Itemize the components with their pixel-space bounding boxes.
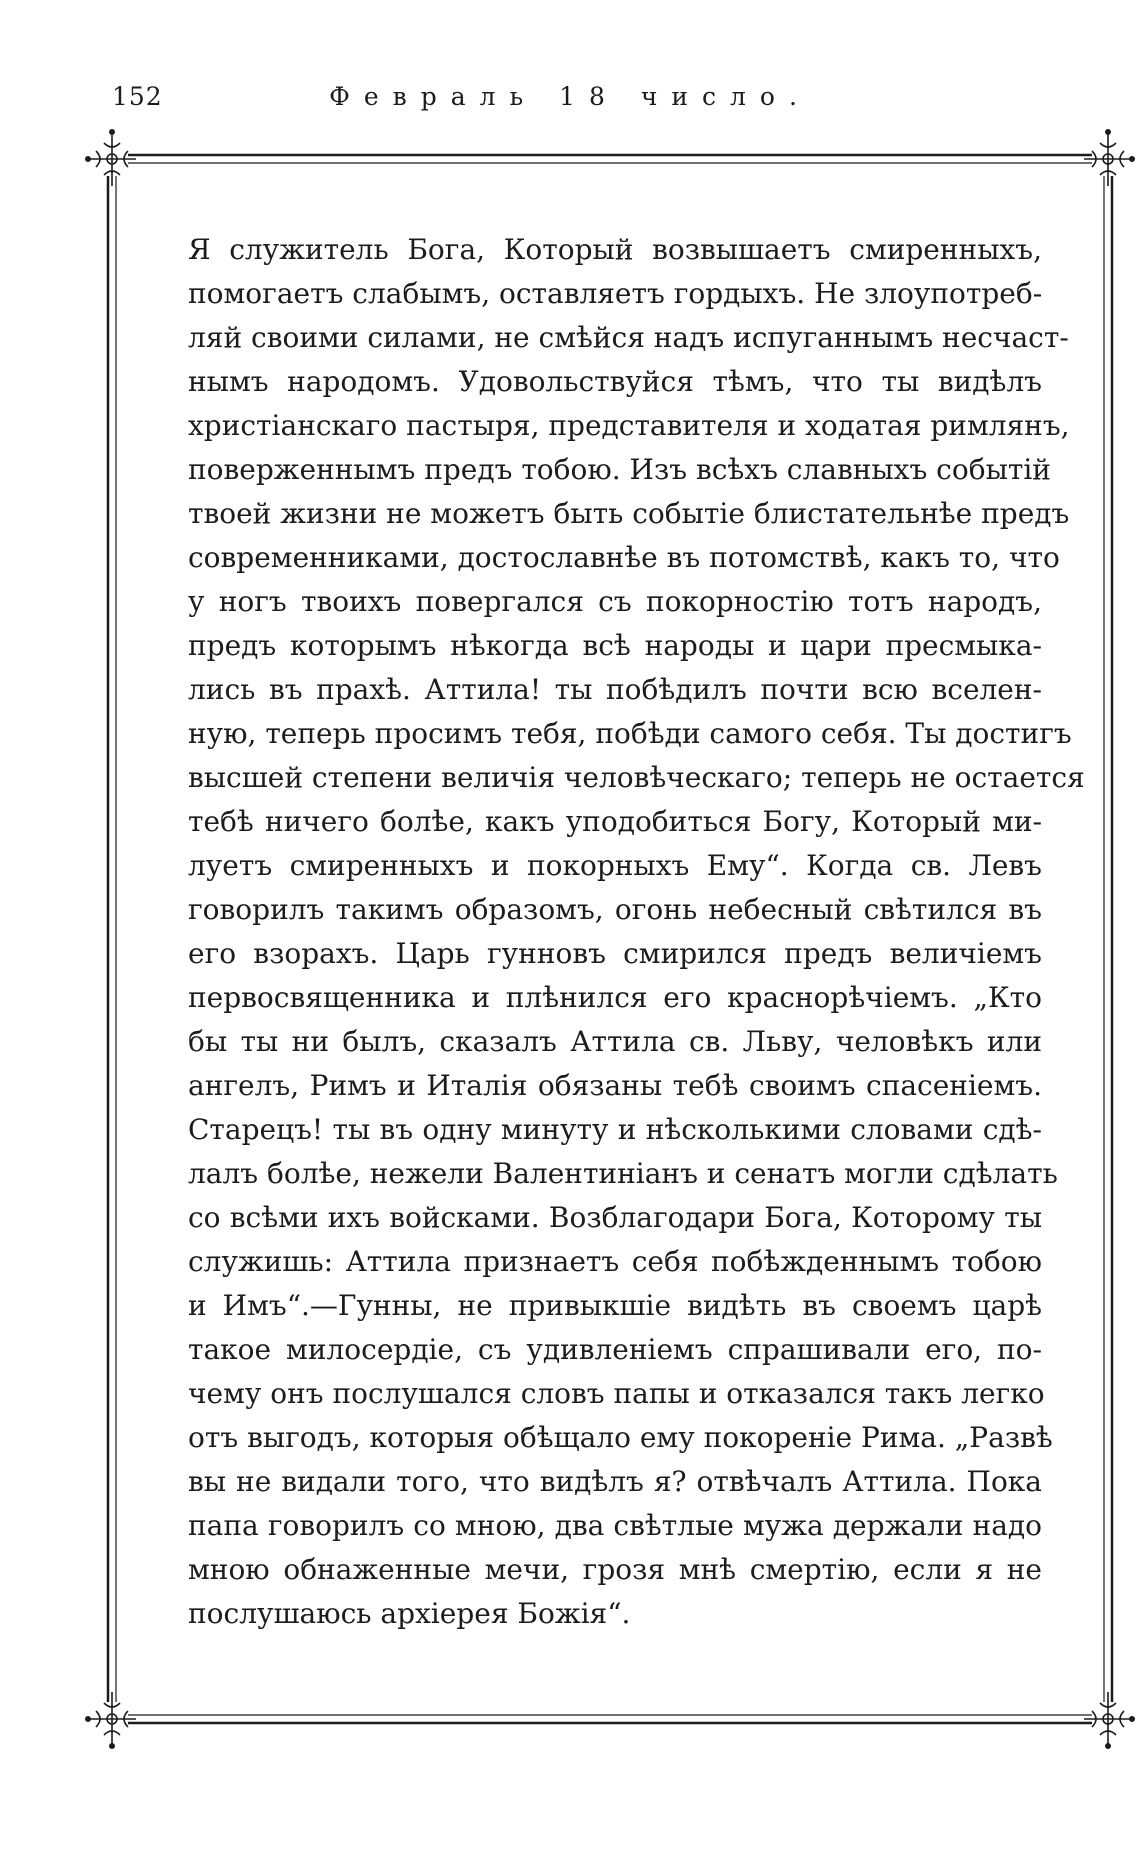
text-line: предъ которымъ нѣкогда всѣ народы и цари пресмыка- <box>188 629 1042 662</box>
text-line: Я служитель Бога, Который возвышаетъ смиренныхъ, <box>188 233 1042 266</box>
text-line: послушаюсь архiерея Божiя“. <box>188 1597 631 1630</box>
text-line: ляй своими силами, не смѣйся надъ испуганнымъ несчаст- <box>188 321 1069 354</box>
text-line: вы не видали того, что видѣлъ я? отвѣчалъ Аттила. Пока <box>188 1465 1042 1498</box>
page-number: 152 <box>112 82 163 111</box>
text-line: говорилъ такимъ образомъ, огонь небесный свѣтился въ <box>188 893 1042 926</box>
text-line: со всѣми ихъ войсками. Возблагодари Бога, Которому ты <box>188 1201 1042 1234</box>
text-line: христiанскаго пастыря, представителя и ходатая римлянъ, <box>188 409 1070 442</box>
text-line: ангелъ, Римъ и Италiя обязаны тебѣ своимъ спасенiемъ. <box>188 1069 1042 1102</box>
text-line: служишь: Аттила признаетъ себя побѣжденнымъ тобою <box>188 1245 1042 1278</box>
text-line: луетъ смиренныхъ и покорныхъ Ему“. Когда св. Левъ <box>188 849 1042 882</box>
text-line: и Имъ“.—Гунны, не привыкшiе видѣть въ своемъ царѣ <box>188 1289 1042 1322</box>
text-line: ную, теперь просимъ тебя, побѣди самого себя. Ты достигъ <box>188 717 1072 750</box>
text-line: тебѣ ничего болѣе, какъ уподобиться Богу, Который ми- <box>188 805 1042 838</box>
text-line: лись въ прахѣ. Аттила! ты побѣдилъ почти всю вселен- <box>188 673 1042 706</box>
text-line: первосвященника и плѣнился его краснорѣчiемъ. „Кто <box>188 981 1042 1014</box>
text-line: мною обнаженные мечи, грозя мнѣ смертiю, если я не <box>188 1553 1042 1586</box>
text-line: такое милосердiе, съ удивленiемъ спрашивали его, по- <box>188 1333 1042 1366</box>
corner-ornament-bottom-left-icon <box>86 1692 136 1748</box>
text-line: бы ты ни былъ, сказалъ Аттила св. Льву, человѣкъ или <box>188 1025 1042 1058</box>
text-line: у ногъ твоихъ повергался съ покорностiю тотъ народъ, <box>188 585 1042 618</box>
text-line: его взорахъ. Царь гунновъ смирился предъ величiемъ <box>188 937 1042 970</box>
corner-ornament-bottom-right-icon <box>1084 1692 1134 1748</box>
text-line: поверженнымъ предъ тобою. Изъ всѣхъ славныхъ событiй <box>188 453 1051 486</box>
text-line: современниками, достославнѣе въ потомствѣ, какъ то, что <box>188 541 1060 574</box>
text-line: высшей степени величiя человѣческаго; теперь не остается <box>188 761 1085 794</box>
text-line: Старецъ! ты въ одну минуту и нѣсколькими словами сдѣ- <box>188 1113 1042 1146</box>
text-line: помогаетъ слабымъ, оставляетъ гордыхъ. Не злоупотреб- <box>188 277 1043 310</box>
corner-ornament-top-left-icon <box>86 130 136 186</box>
text-line: папа говорилъ со мною, два свѣтлые мужа держали надо <box>188 1509 1042 1542</box>
body-text <box>188 228 1085 1636</box>
text-line: лалъ болѣе, нежели Валентинiанъ и сенатъ могли сдѣлать <box>188 1157 1058 1190</box>
text-line: чему онъ послушался словъ папы и отказался такъ легко <box>188 1377 1045 1410</box>
text-line: отъ выгодъ, которыя обѣщало ему покоренiе Рима. „Развѣ <box>188 1421 1053 1454</box>
running-title: Февраль 18 число. <box>329 82 811 111</box>
corner-ornament-top-right-icon <box>1084 130 1134 186</box>
text-line: твоей жизни не можетъ быть событiе блистательнѣе предъ <box>188 497 1070 530</box>
text-line: нымъ народомъ. Удовольствуйся тѣмъ, что ты видѣлъ <box>188 365 1042 398</box>
